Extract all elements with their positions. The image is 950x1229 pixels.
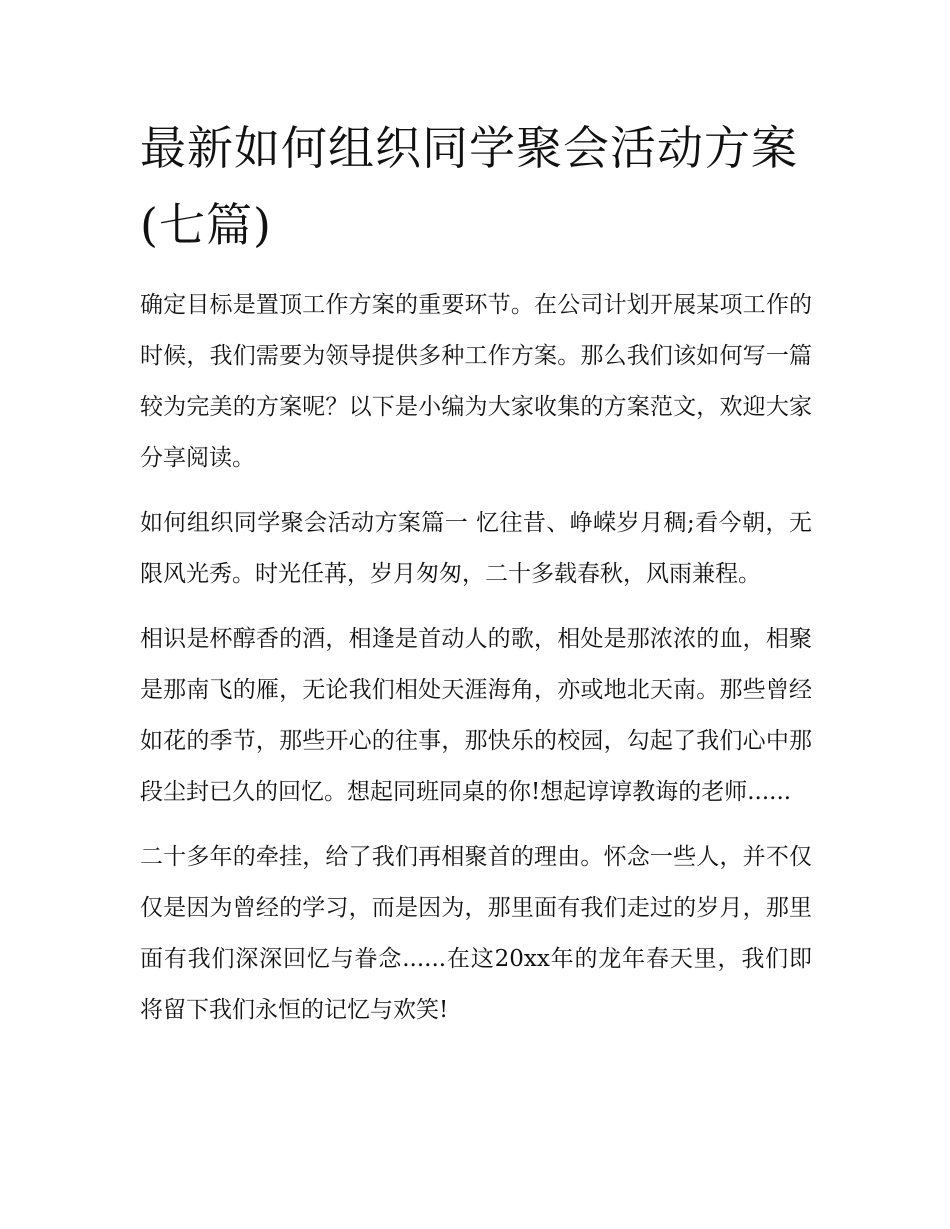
paragraph-intro: 确定目标是置顶工作方案的重要环节。在公司计划开展某项工作的时候，我们需要为领导提供多种工作方案。那么我们该如何写一篇较为完美的方案呢？以下是小编为大家收集的方案范文，欢迎大家分享阅读。: [140, 292, 812, 471]
paragraph-2: 相识是杯醇香的酒，相逢是首动人的歌，相处是那浓浓的血，相聚是那南飞的雁，无论我们相处天涯海角，亦或地北天南。那些曾经如花的季节，那些开心的往事，那快乐的校园，勾起了我们心中那段尘封已久的回忆。想起同班同桌的你!想起谆谆教诲的老师......: [140, 626, 812, 805]
paragraph-1: 如何组织同学聚会活动方案篇一 忆往昔、峥嵘岁月稠;看今朝，无限风光秀。时光任苒，岁月匆匆，二十多载春秋，风雨兼程。: [140, 510, 812, 587]
paragraph-3: 二十多年的牵挂，给了我们再相聚首的理由。怀念一些人，并不仅仅是因为曾经的学习，而是因为，那里面有我们走过的岁月，那里面有我们深深回忆与眷念......在这20xx年的龙年春天里，我们即将留下我们永恒的记忆与欢笑!: [140, 844, 812, 1023]
document-title: 最新如何组织同学聚会活动方案(七篇): [140, 121, 798, 252]
document-page: [140, 110, 812, 1036]
